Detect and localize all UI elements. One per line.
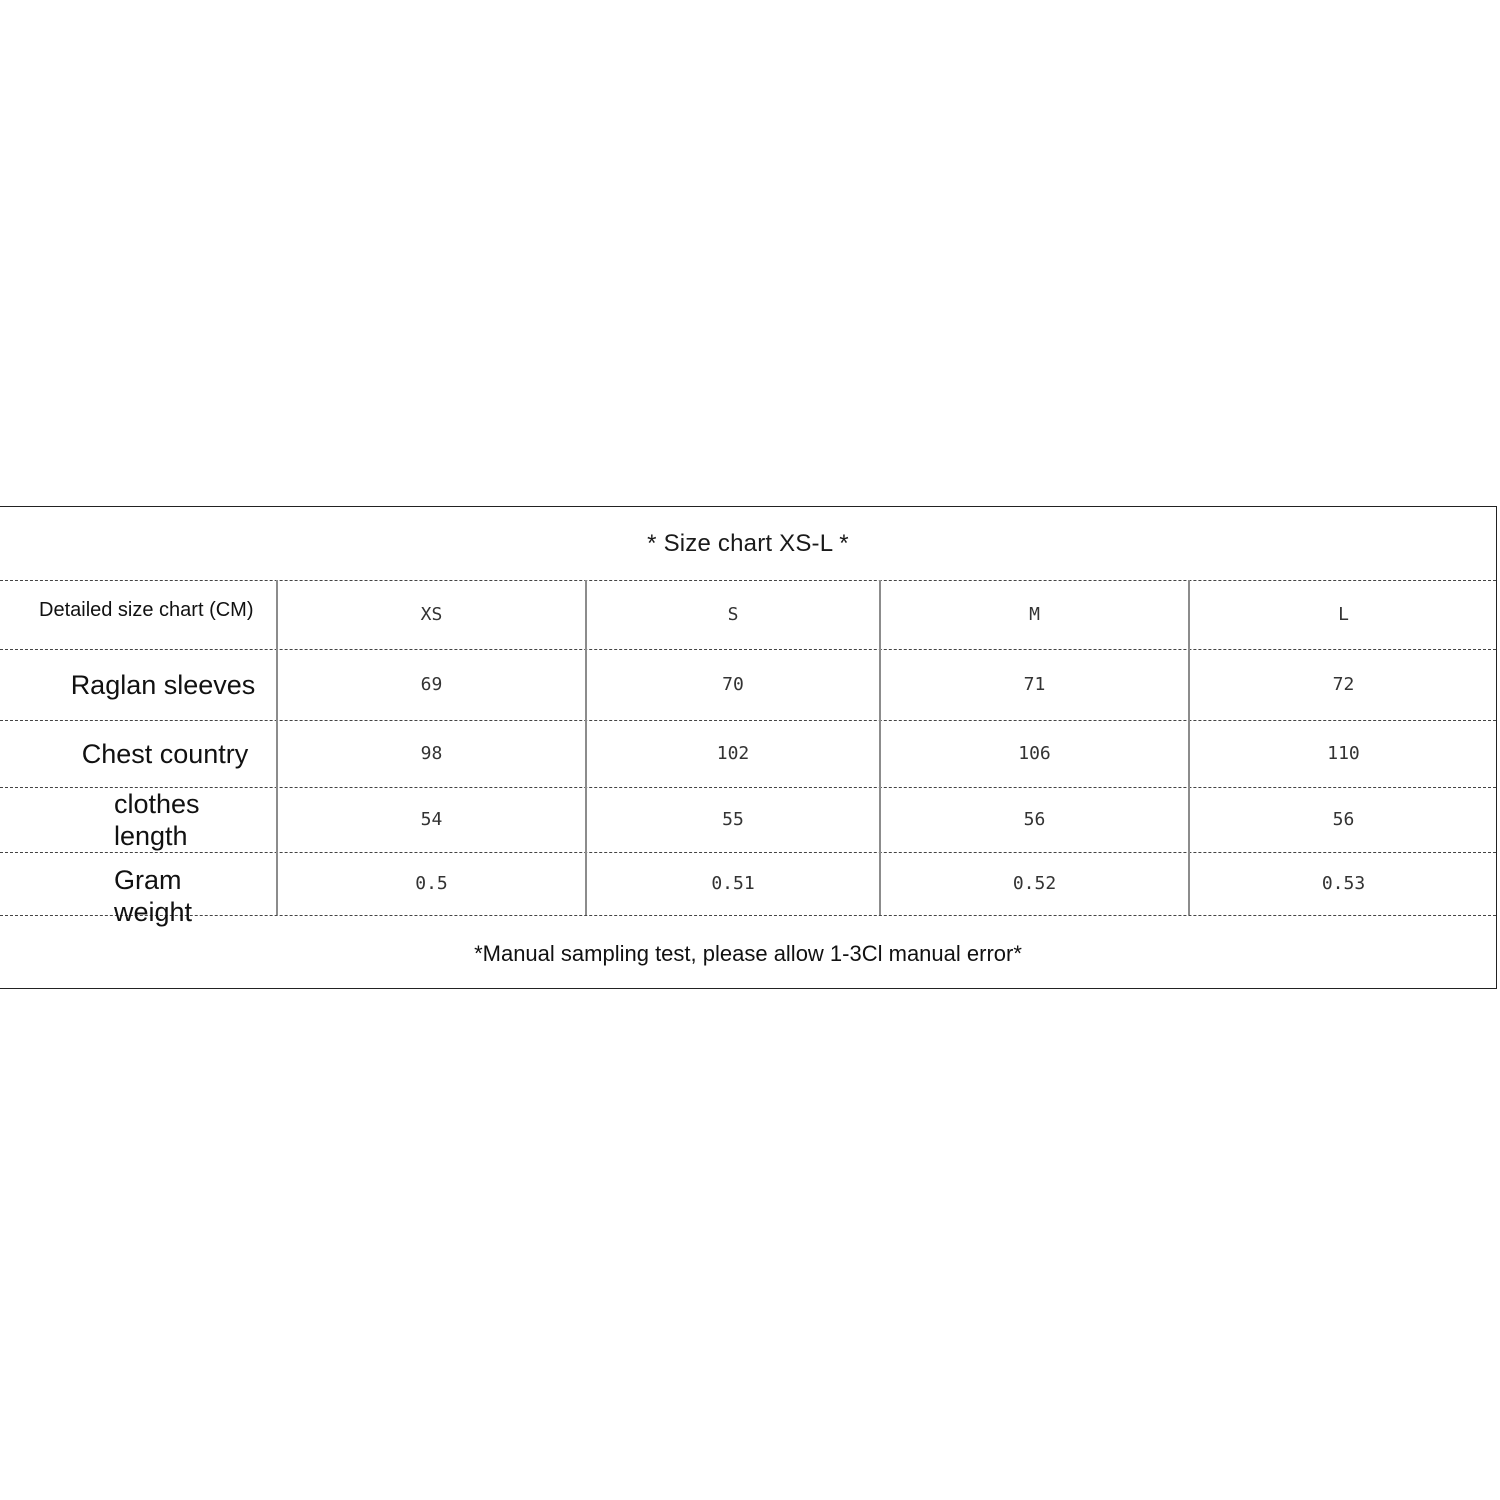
row-label-text: Gram weight bbox=[114, 865, 193, 927]
size-chart-table bbox=[0, 506, 1497, 989]
table-cell: 98 bbox=[420, 743, 443, 764]
table-cell: 55 bbox=[722, 809, 744, 830]
table-cell: 0.5 bbox=[415, 873, 448, 894]
table-cell: 71 bbox=[1023, 674, 1046, 695]
table-cell: 0.53 bbox=[1321, 873, 1366, 894]
table-cell: 102 bbox=[716, 743, 750, 764]
table-cell: 106 bbox=[1018, 743, 1051, 764]
corner-label: Detailed size chart (CM) bbox=[39, 599, 254, 621]
table-cell: 110 bbox=[1327, 743, 1360, 764]
table-cell: 69 bbox=[420, 674, 443, 695]
table-cell: 0.52 bbox=[1012, 873, 1057, 894]
column-header-s: S bbox=[727, 604, 739, 625]
row-label-chest-country: Chest country bbox=[81, 738, 249, 769]
table-cell: 56 bbox=[1023, 809, 1046, 830]
row-label-text: clothes length bbox=[114, 788, 200, 851]
row-label-raglan-sleeves: Raglan sleeves bbox=[70, 669, 256, 700]
row-label-clothes-length bbox=[0, 787, 276, 852]
size-chart-title: * Size chart XS-L * bbox=[647, 529, 849, 557]
table-cell: 54 bbox=[420, 809, 443, 830]
column-header-l: L bbox=[1338, 604, 1349, 625]
table-cell: 0.51 bbox=[711, 873, 755, 894]
table-cell: 70 bbox=[722, 674, 744, 695]
footnote: *Manual sampling test, please allow 1-3Cl manual error* bbox=[474, 941, 1022, 966]
table-cell: 72 bbox=[1332, 674, 1355, 695]
column-header-xs: XS bbox=[420, 604, 443, 625]
column-header-m: M bbox=[1029, 604, 1040, 625]
table-cell: 56 bbox=[1332, 809, 1355, 830]
